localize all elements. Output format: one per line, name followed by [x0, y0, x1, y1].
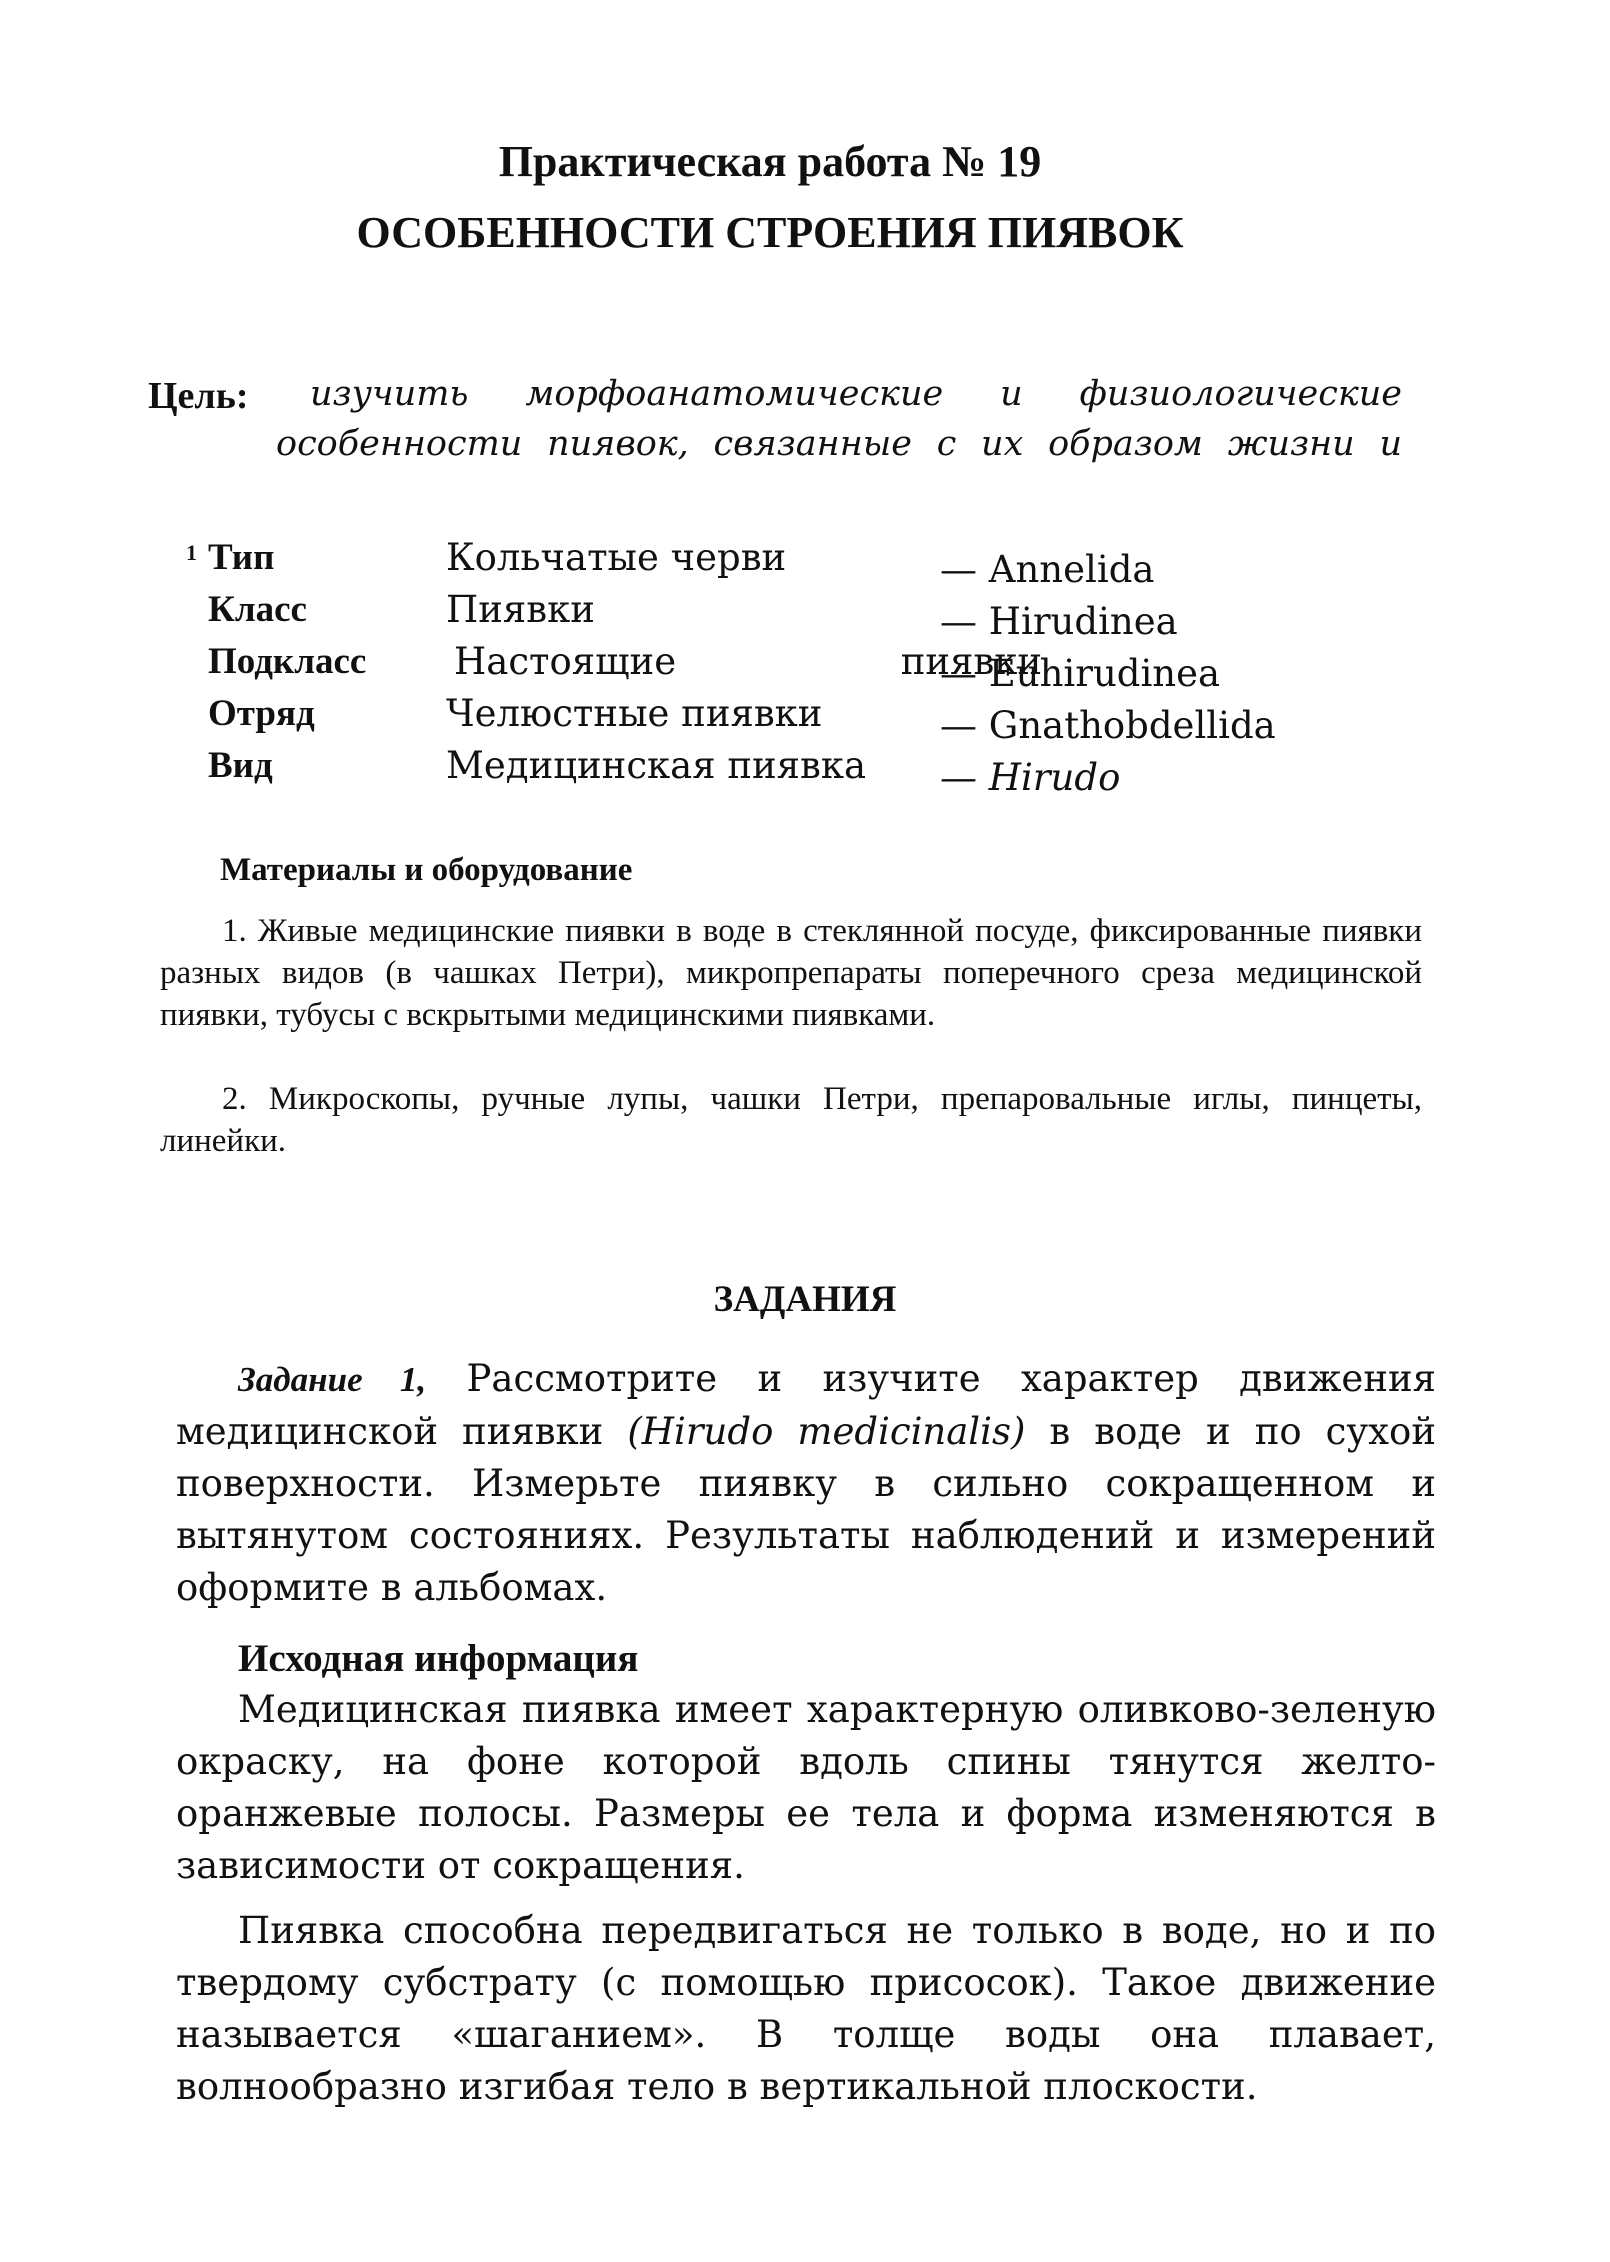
taxonomy-rank: Тип [208, 537, 275, 578]
task-1-paragraph [176, 1353, 1436, 1614]
materials-item: 1. Живые медицинские пиявки в воде в стеклянной посуде, фиксированные пиявки разных видов (в чашках Петри), микропрепараты поперечного среза медицинской пиявки, тубусы с вскрытыми медицинскими пиявками. [160, 913, 1422, 1033]
info-heading: Исходная информация [238, 1637, 639, 1680]
materials-heading: Материалы и оборудование [220, 852, 633, 888]
taxonomy-name: Пиявки [446, 588, 595, 631]
taxonomy-name: Челюстные пиявки [446, 692, 823, 735]
page-title: Практическая работа № 19 [498, 137, 1042, 186]
task-1-label: Задание 1, [238, 1360, 427, 1399]
materials-item: 2. Микроскопы, ручные лупы, чашки Петри, препаровальные иглы, пинцеты, линейки. [160, 1081, 1422, 1159]
taxonomy-latin: — Hirudo [940, 756, 1121, 799]
goal-section [148, 366, 1404, 462]
taxonomy-rank: Класс [208, 589, 307, 630]
goal-text-line-1: изучить морфоанатомические и физиологические [310, 374, 1402, 414]
footnote-mark: 1 [186, 540, 197, 565]
taxonomy-name: Медицинская пиявка [446, 744, 867, 787]
taxonomy-rank: Отряд [208, 693, 315, 734]
info-paragraph: Медицинская пиявка имеет характерную оливково-зеленую окраску, на фоне которой вдоль спины тянутся желто-оранжевые полосы. Размеры ее тела и форма изменяются в зависимости от сокращения. [176, 1688, 1436, 1887]
taxonomy-latin: — Gnathobdellida [940, 704, 1276, 747]
taxonomy-block [180, 530, 1360, 799]
goal-text-line-2: особенности пиявок, связанные с их образом жизни и [276, 424, 1402, 464]
info-paragraph: Пиявка способна передвигаться не только в воде, но и по твердому субстрату (с помощью присосок). Такое движение называется «шаганием». В толще воды она плавает, волнообразно изгибая тело в вертикальной плоскости. [176, 1909, 1436, 2108]
goal-label: Цель: [148, 375, 249, 417]
taxonomy-rank: Вид [208, 745, 273, 786]
page-subtitle: ОСОБЕННОСТИ СТРОЕНИЯ ПИЯВОК [356, 208, 1184, 257]
taxonomy-name: Кольчатые черви [446, 536, 787, 579]
task-1-text-after: в воде и по сухой поверхности. Измерьте пиявку в сильно сокращенном и вытянутом состояниях. Результаты наблюдений и измерений оформите в альбомах. [176, 1410, 1436, 1609]
taxonomy-latin: — Annelida [940, 548, 1155, 591]
tasks-heading: ЗАДАНИЯ [713, 1279, 897, 1320]
species-name: (Hirudo medicinalis) [627, 1410, 1026, 1453]
taxonomy-latin: — Euhirudinea [940, 652, 1221, 695]
task-1-text-before: Рассмотрите и изучите характер движения медицинской пиявки [176, 1357, 1436, 1453]
taxonomy-name: Настоящие пиявки [454, 640, 1042, 683]
taxonomy-rank: Подкласс [208, 641, 367, 682]
taxonomy-latin: — Hirudinea [940, 600, 1178, 643]
